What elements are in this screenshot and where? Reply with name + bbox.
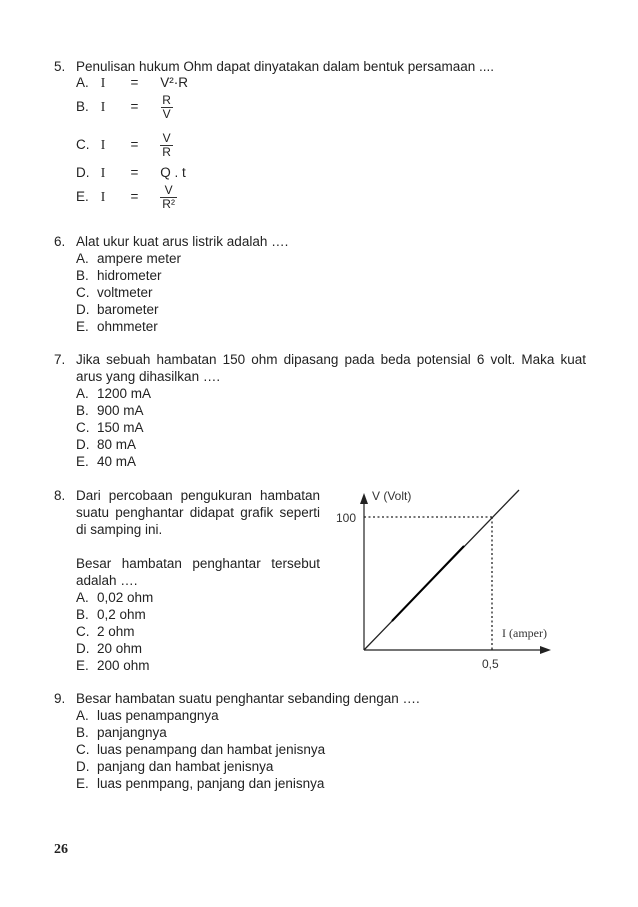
x-tick-label: 0,5 (482, 657, 499, 671)
question-5 (54, 58, 594, 218)
question-text: Jika sebuah hambatan 150 ohm dipasang pada beda potensial 6 volt. Maka kuat arus yang dihasilkan …. (76, 352, 586, 384)
question-text: Alat ukur kuat arus listrik adalah …. (76, 234, 289, 249)
question-text: Penulisan hukum Ohm dapat dinyatakan dalam bentuk persamaan .... (76, 59, 494, 74)
y-axis-label: V (Volt) (372, 489, 412, 503)
question-number: 7. (54, 352, 66, 367)
option-b: B. 0,2 ohm (76, 607, 146, 622)
question-6 (54, 233, 594, 335)
option-d: D. barometer (76, 302, 159, 317)
x-axis-arrow (540, 646, 551, 654)
option-e: E. 200 ohm (76, 658, 150, 673)
option-a: A. 1200 mA (76, 386, 152, 401)
option-c: C. I = $\frac{V}{R}$ (76, 131, 171, 159)
question-number: 8. (54, 488, 66, 503)
option-e: E. ohmmeter (76, 319, 158, 334)
option-d: D. 20 ohm (76, 641, 143, 656)
y-tick-label: 100 (336, 511, 357, 525)
option-d: D. panjang dan hambat jenisnya (76, 759, 274, 774)
option-c: C. luas penampang dan hambat jenisnya (76, 742, 326, 757)
question-text: Dari percobaan pengukuran hambatan suatu penghantar didapat grafik seperti di samping ini. (76, 488, 320, 537)
option-b: B. hidrometer (76, 268, 162, 283)
page-number: 26 (54, 842, 68, 857)
fraction: $\frac{V}{R}$ (162, 131, 171, 159)
question-9 (54, 690, 594, 792)
option-c: C. 150 mA (76, 420, 144, 435)
option-d: D. 80 mA (76, 437, 137, 452)
option-c: C. voltmeter (76, 285, 153, 300)
option-b: B. I = $\frac{R}{V}$ (76, 93, 171, 121)
question-7 (54, 351, 594, 471)
option-d: D. I = Q . t (76, 165, 186, 180)
option-a: A. I = V²·R (76, 75, 189, 90)
option-e: E. I = $\frac{V}{\text{R²}}$ (76, 183, 175, 211)
option-a: A. 0,02 ohm (76, 590, 154, 605)
question-number: 6. (54, 234, 66, 249)
question-text: Besar hambatan suatu penghantar sebanding dengan …. (76, 691, 420, 706)
option-c: C. 2 ohm (76, 624, 135, 639)
fraction: $\frac{V}{\text{R²}}$ (162, 183, 175, 211)
fraction: $\frac{R}{V}$ (162, 93, 171, 121)
option-b: B. 900 mA (76, 403, 144, 418)
question-number: 9. (54, 691, 66, 706)
option-e: E. 40 mA (76, 454, 137, 469)
option-a: A. luas penampangnya (76, 708, 219, 723)
formula: V²·R (160, 75, 189, 90)
data-line-highlight (392, 546, 464, 621)
formula: Q . t (160, 165, 186, 180)
y-axis-arrow (360, 493, 368, 504)
vi-graph (332, 482, 562, 677)
option-b: B. panjangnya (76, 725, 167, 740)
option-e: E. luas penmpang, panjang dan jenisnya (76, 776, 325, 791)
option-a: A. ampere meter (76, 251, 182, 266)
x-axis-label: I (amper) (502, 626, 547, 640)
question-number: 5. (54, 59, 66, 74)
question-subtext: Besar hambatan penghantar tersebut adalah …. (76, 556, 320, 588)
